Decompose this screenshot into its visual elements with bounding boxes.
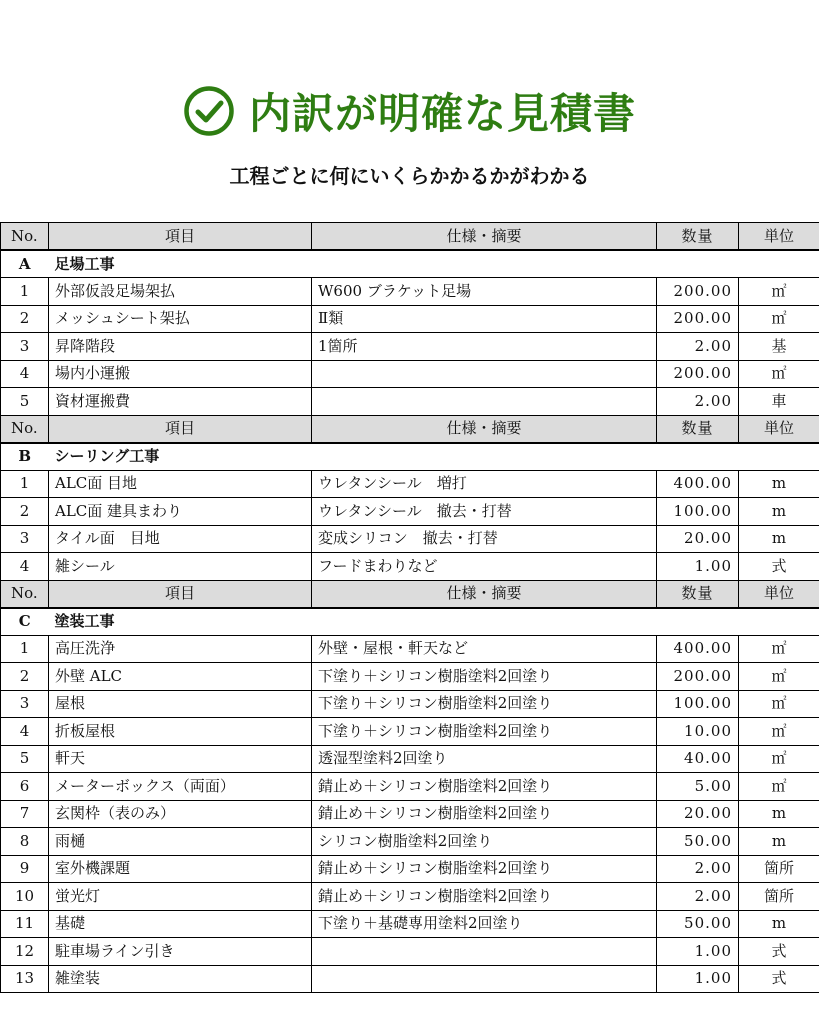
row-spec: 下塗り＋シリコン樹脂塗料2回塗り xyxy=(312,718,657,746)
row-item: 雨樋 xyxy=(49,828,312,856)
row-qty: 1.00 xyxy=(657,938,739,966)
table-row xyxy=(1,965,819,993)
row-unit: 式 xyxy=(739,965,819,993)
table-row xyxy=(1,360,819,388)
row-no: 2 xyxy=(1,498,49,526)
row-unit: 車 xyxy=(739,388,819,416)
row-item: 駐車場ライン引き xyxy=(49,938,312,966)
row-item: 場内小運搬 xyxy=(49,360,312,388)
row-spec: 変成シリコン 撤去・打替 xyxy=(312,525,657,553)
row-qty: 2.00 xyxy=(657,388,739,416)
row-spec: ウレタンシール 撤去・打替 xyxy=(312,498,657,526)
row-spec: Ⅱ類 xyxy=(312,305,657,333)
page-title: 内訳が明確な見積書 xyxy=(248,89,636,138)
header-no: No. xyxy=(1,223,49,251)
row-spec xyxy=(312,360,657,388)
row-spec: 外壁・屋根・軒天など xyxy=(312,635,657,663)
row-item: ALC面 目地 xyxy=(49,470,312,498)
row-qty: 2.00 xyxy=(657,883,739,911)
row-qty: 200.00 xyxy=(657,663,739,691)
row-spec: 錆止め＋シリコン樹脂塗料2回塗り xyxy=(312,855,657,883)
header-unit: 単位 xyxy=(739,223,819,251)
row-item: 雑塗装 xyxy=(49,965,312,993)
row-item: メッシュシート架払 xyxy=(49,305,312,333)
row-no: 11 xyxy=(1,910,49,938)
header-qty: 数量 xyxy=(657,415,739,443)
row-unit: 基 xyxy=(739,333,819,361)
row-unit: ㎡ xyxy=(739,718,819,746)
row-item: 雑シール xyxy=(49,553,312,581)
row-unit: ㎡ xyxy=(739,663,819,691)
row-spec xyxy=(312,938,657,966)
row-spec: 透湿型塗料2回塗り xyxy=(312,745,657,773)
row-qty: 200.00 xyxy=(657,305,739,333)
header-spec: 仕様・摘要 xyxy=(312,223,657,251)
row-no: 6 xyxy=(1,773,49,801)
table-row xyxy=(1,498,819,526)
row-spec: 下塗り＋シリコン樹脂塗料2回塗り xyxy=(312,663,657,691)
row-item: 外壁 ALC xyxy=(49,663,312,691)
header-item: 項目 xyxy=(49,415,312,443)
row-no: 2 xyxy=(1,663,49,691)
row-unit: ㎡ xyxy=(739,360,819,388)
table-header-row xyxy=(1,580,819,608)
table-row xyxy=(1,773,819,801)
row-unit: ㎡ xyxy=(739,278,819,306)
table-row xyxy=(1,305,819,333)
row-spec xyxy=(312,388,657,416)
row-qty: 50.00 xyxy=(657,828,739,856)
row-qty: 100.00 xyxy=(657,498,739,526)
row-item: 外部仮設足場架払 xyxy=(49,278,312,306)
row-qty: 5.00 xyxy=(657,773,739,801)
row-no: 10 xyxy=(1,883,49,911)
row-qty: 400.00 xyxy=(657,635,739,663)
row-unit: 式 xyxy=(739,553,819,581)
section-row xyxy=(1,608,819,636)
header-item: 項目 xyxy=(49,223,312,251)
row-unit: 箇所 xyxy=(739,855,819,883)
section-row xyxy=(1,250,819,278)
row-item: 軒天 xyxy=(49,745,312,773)
estimate-table xyxy=(0,222,819,993)
row-item: 資材運搬費 xyxy=(49,388,312,416)
row-no: 9 xyxy=(1,855,49,883)
row-unit: m xyxy=(739,828,819,856)
row-item: 折板屋根 xyxy=(49,718,312,746)
row-no: 3 xyxy=(1,333,49,361)
table-row xyxy=(1,883,819,911)
row-qty: 2.00 xyxy=(657,333,739,361)
header-spec: 仕様・摘要 xyxy=(312,415,657,443)
row-no: 4 xyxy=(1,360,49,388)
section-code: A xyxy=(1,250,49,278)
row-unit: m xyxy=(739,470,819,498)
row-no: 4 xyxy=(1,553,49,581)
table-row xyxy=(1,910,819,938)
row-spec: 下塗り＋シリコン樹脂塗料2回塗り xyxy=(312,690,657,718)
row-spec: シリコン樹脂塗料2回塗り xyxy=(312,828,657,856)
header-unit: 単位 xyxy=(739,415,819,443)
header-no: No. xyxy=(1,580,49,608)
table-row xyxy=(1,388,819,416)
row-no: 7 xyxy=(1,800,49,828)
row-no: 1 xyxy=(1,635,49,663)
row-spec: ウレタンシール 増打 xyxy=(312,470,657,498)
row-qty: 200.00 xyxy=(657,360,739,388)
section-code: C xyxy=(1,608,49,636)
row-item: 基礎 xyxy=(49,910,312,938)
table-row xyxy=(1,470,819,498)
row-qty: 20.00 xyxy=(657,525,739,553)
table-row xyxy=(1,690,819,718)
row-unit: m xyxy=(739,525,819,553)
table-row xyxy=(1,800,819,828)
row-qty: 20.00 xyxy=(657,800,739,828)
row-no: 4 xyxy=(1,718,49,746)
table-row xyxy=(1,525,819,553)
table-header-row xyxy=(1,223,819,251)
table-row xyxy=(1,938,819,966)
table-header-row xyxy=(1,415,819,443)
table-row xyxy=(1,855,819,883)
row-spec: W600 ブラケット足場 xyxy=(312,278,657,306)
row-unit: ㎡ xyxy=(739,690,819,718)
row-unit: 式 xyxy=(739,938,819,966)
header-spec: 仕様・摘要 xyxy=(312,580,657,608)
header-qty: 数量 xyxy=(657,223,739,251)
section-name: 足場工事 xyxy=(49,250,819,278)
check-circle-icon xyxy=(183,85,235,137)
table-row xyxy=(1,333,819,361)
row-no: 3 xyxy=(1,525,49,553)
row-no: 1 xyxy=(1,278,49,306)
row-unit: m xyxy=(739,800,819,828)
row-no: 5 xyxy=(1,388,49,416)
table-row xyxy=(1,553,819,581)
row-qty: 200.00 xyxy=(657,278,739,306)
row-no: 1 xyxy=(1,470,49,498)
row-no: 5 xyxy=(1,745,49,773)
section-name: 塗装工事 xyxy=(49,608,819,636)
section-code: B xyxy=(1,443,49,471)
row-unit: ㎡ xyxy=(739,745,819,773)
row-qty: 50.00 xyxy=(657,910,739,938)
table-row xyxy=(1,278,819,306)
row-spec: 錆止め＋シリコン樹脂塗料2回塗り xyxy=(312,800,657,828)
header-item: 項目 xyxy=(49,580,312,608)
table-row xyxy=(1,828,819,856)
title-row xyxy=(0,78,819,144)
row-qty: 1.00 xyxy=(657,553,739,581)
header-no: No. xyxy=(1,415,49,443)
row-item: 昇降階段 xyxy=(49,333,312,361)
row-no: 13 xyxy=(1,965,49,993)
row-spec xyxy=(312,965,657,993)
section-name: シーリング工事 xyxy=(49,443,819,471)
row-item: タイル面 目地 xyxy=(49,525,312,553)
row-unit: ㎡ xyxy=(739,635,819,663)
header-unit: 単位 xyxy=(739,580,819,608)
row-item: 高圧洗浄 xyxy=(49,635,312,663)
row-no: 2 xyxy=(1,305,49,333)
header-qty: 数量 xyxy=(657,580,739,608)
row-item: 玄関枠（表のみ） xyxy=(49,800,312,828)
row-item: ALC面 建具まわり xyxy=(49,498,312,526)
row-qty: 1.00 xyxy=(657,965,739,993)
row-no: 8 xyxy=(1,828,49,856)
header-area xyxy=(0,0,819,222)
row-item: 室外機課題 xyxy=(49,855,312,883)
row-qty: 2.00 xyxy=(657,855,739,883)
row-item: メーターボックス（両面） xyxy=(49,773,312,801)
row-spec: 1箇所 xyxy=(312,333,657,361)
row-qty: 10.00 xyxy=(657,718,739,746)
row-item: 屋根 xyxy=(49,690,312,718)
row-no: 12 xyxy=(1,938,49,966)
row-unit: ㎡ xyxy=(739,773,819,801)
row-qty: 40.00 xyxy=(657,745,739,773)
row-item: 蛍光灯 xyxy=(49,883,312,911)
table-row xyxy=(1,663,819,691)
estimate-table-body xyxy=(1,223,819,993)
row-qty: 400.00 xyxy=(657,470,739,498)
row-spec: フードまわりなど xyxy=(312,553,657,581)
row-spec: 錆止め＋シリコン樹脂塗料2回塗り xyxy=(312,773,657,801)
table-row xyxy=(1,745,819,773)
row-qty: 100.00 xyxy=(657,690,739,718)
row-unit: 箇所 xyxy=(739,883,819,911)
row-unit: m xyxy=(739,498,819,526)
table-row xyxy=(1,718,819,746)
page-subtitle: 工程ごとに何にいくらかかるかがわかる xyxy=(229,164,590,188)
row-spec: 下塗り＋基礎専用塗料2回塗り xyxy=(312,910,657,938)
row-spec: 錆止め＋シリコン樹脂塗料2回塗り xyxy=(312,883,657,911)
section-row xyxy=(1,443,819,471)
row-no: 3 xyxy=(1,690,49,718)
row-unit: ㎡ xyxy=(739,305,819,333)
row-unit: m xyxy=(739,910,819,938)
table-row xyxy=(1,635,819,663)
